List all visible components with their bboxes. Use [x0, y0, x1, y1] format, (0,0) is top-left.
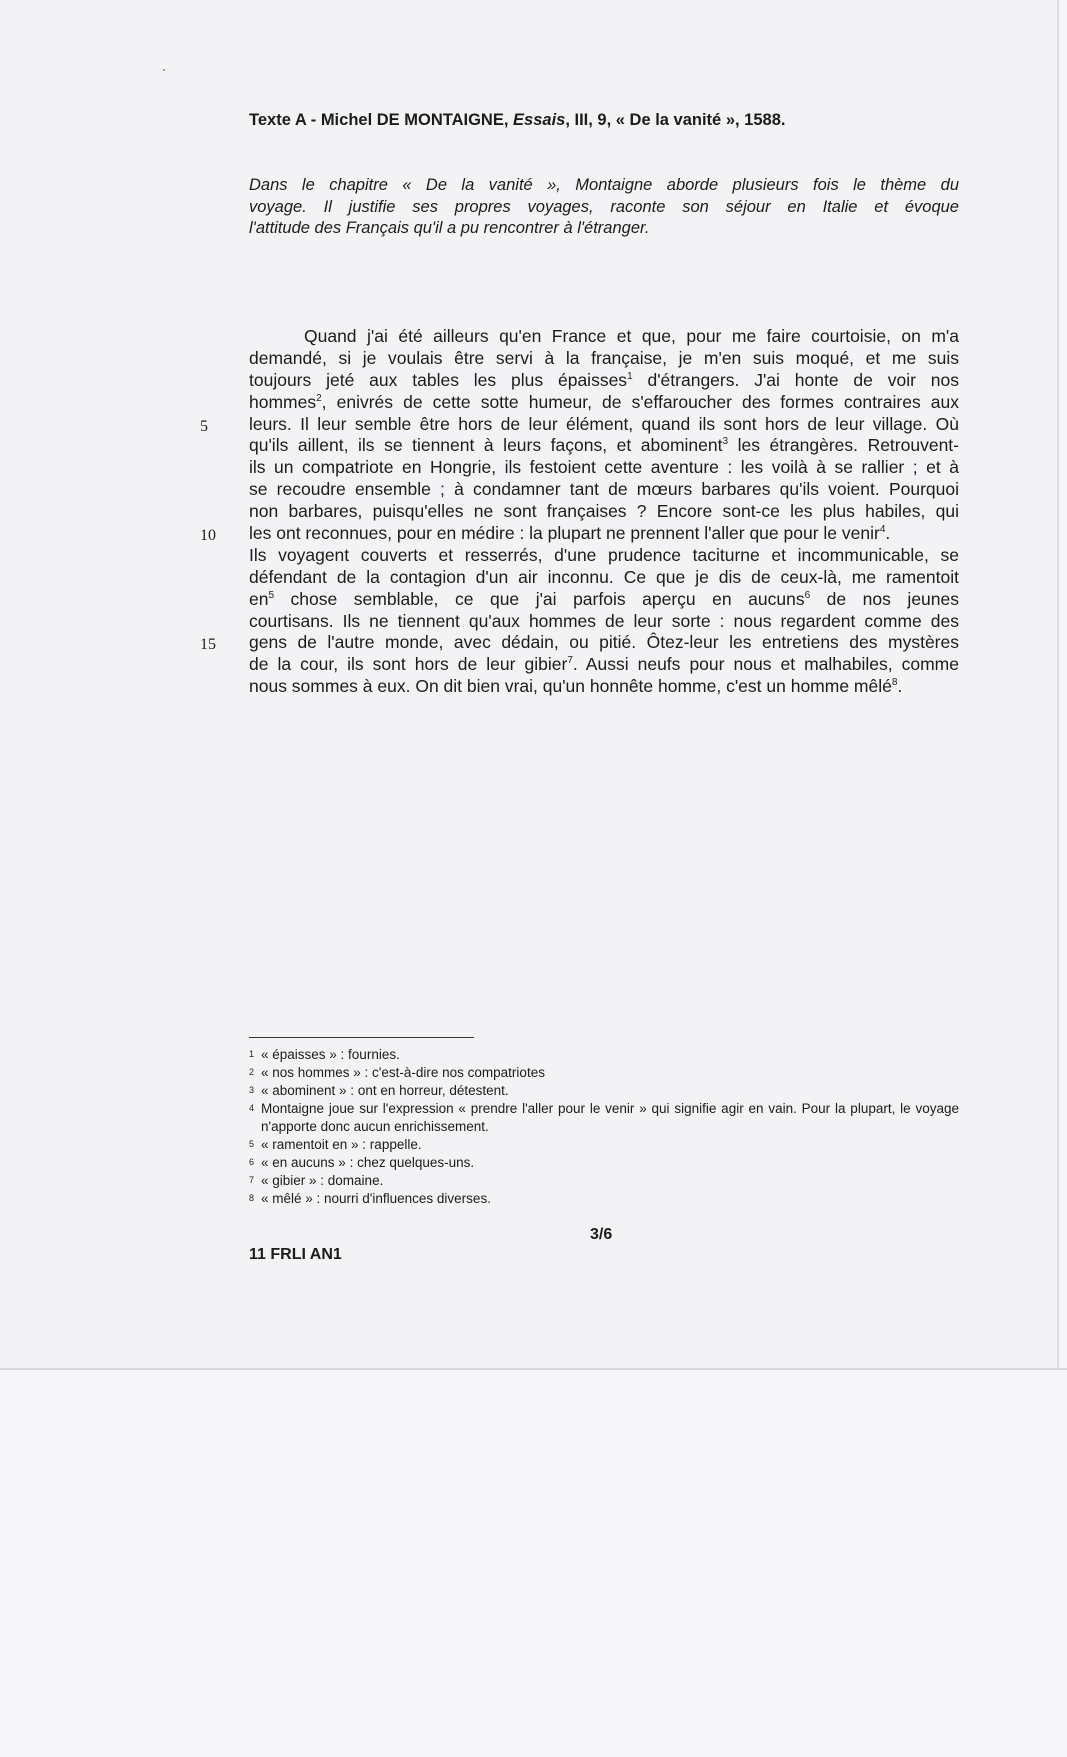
text-line: $en^5$ chose semblable, ce que j'ai parfois aperçu en aucuns$^6$ de nos jeunes — [249, 588, 959, 609]
text-line: toujours jeté aux tables les plus épaisses$^1$ d'étrangers. J'ai honte de voir nos — [249, 369, 959, 390]
note-ref: 2 — [316, 392, 322, 404]
note-ref: 7 — [567, 655, 573, 667]
intro-paragraph — [249, 175, 959, 240]
note-ref: 4 — [879, 524, 886, 536]
line-number: 15 — [200, 636, 216, 653]
text-line: non barbares, puisqu'elles ne sont françaises ? Encore sont-ce les plus habiles, qui — [249, 501, 959, 522]
intro-line: Dans le chapitre « De la vanité », Montaigne aborde plusieurs fois le thème du — [249, 176, 959, 194]
text-title — [249, 111, 785, 130]
footnotes — [249, 1046, 959, 1208]
text-line: qu'ils aillent, ils se tiennent à leurs façons, et abominent$^3$ les étrangères. Retrouvent- — [249, 435, 959, 456]
footnote: 5 « ramentoit en » : rappelle. — [249, 1137, 422, 1152]
text-line: Ils voyagent couverts et resserrés, d'une prudence taciturne et incommunicable, se — [249, 544, 959, 565]
text-line: de la cour, ils sont hors de leur gibier$^7$. Aussi neufs pour nous et malhabiles, comme — [249, 654, 959, 675]
line-number: 5 — [200, 418, 208, 435]
text-line: les ont reconnues, pour en médire : la plupart ne prennent l'aller que pour le venir$^4$. — [249, 523, 891, 544]
text-line: se recoudre ensemble ; à condamner tant de mœurs barbares qu'ils voient. Pourquoi — [249, 479, 959, 500]
footnote-divider — [249, 1037, 474, 1038]
scan-speck — [163, 69, 165, 71]
text-line: défendant de la contagion d'un air inconnu. Ce que je dis de ceux-là, me ramentoit — [249, 566, 959, 587]
exam-code: 11 FRLI AN1 — [249, 1246, 342, 1263]
intro-line: voyage. Il justifie ses propres voyages, raconte son séjour en Italie et évoque — [249, 197, 959, 216]
scan-background — [0, 1370, 1067, 1757]
footnote: 3 « abominent » : ont en horreur, détestent. — [249, 1083, 509, 1098]
text-line: hommes$^2$, enivrés de cette sotte humeur, de s'effaroucher des formes contraires aux — [249, 391, 959, 412]
note-ref: 8 — [891, 677, 898, 689]
line-number: 10 — [200, 527, 216, 544]
intro-line: l'attitude des Français qu'il a pu rencontrer à l'étranger. — [249, 219, 650, 237]
page-number: 3/6 — [590, 1226, 613, 1243]
note-ref: 6 — [804, 589, 811, 601]
text-line: nous sommes à eux. On dit bien vrai, qu'un honnête homme, c'est un homme mêlé$^8$. — [249, 676, 903, 697]
footnote: 2 « nos hommes » : c'est-à-dire nos compatriotes — [249, 1065, 545, 1080]
text-line: courtisans. Ils ne tiennent qu'aux hommes de leur sorte : nous regardent comme des — [249, 610, 959, 631]
main-text — [249, 326, 959, 698]
title-suffix: , III, 9, « De la vanité », 1588. — [565, 111, 786, 129]
footnote: 8 « mêlé » : nourri d'influences diverses. — [249, 1191, 491, 1206]
note-ref: 5 — [268, 589, 275, 601]
footnote: 7 « gibier » : domaine. — [249, 1173, 384, 1188]
footnote: 1 « épaisses » : fournies. — [249, 1047, 400, 1062]
text-line: Quand j'ai été ailleurs qu'en France et que, pour me faire courtoisie, on m'a — [304, 326, 959, 346]
text-line: leurs. Il leur semble être hors de leur élément, quand ils sont hors de leur village. Où — [249, 413, 959, 434]
text-line: demandé, si je voulais être servi à la française, je m'en suis moqué, et me suis — [249, 347, 959, 368]
note-ref: 3 — [722, 436, 729, 448]
title-prefix: Texte A - Michel DE MONTAIGNE, — [249, 111, 514, 129]
footnote: 6 « en aucuns » : chez quelques-uns. — [249, 1155, 475, 1170]
text-line: gens de l'autre monde, avec dédain, ou pitié. Ôtez-leur les entretiens des mystères — [249, 632, 959, 653]
text-line: ils un compatriote en Hongrie, ils festoient cette aventure : les voilà à se rallier ; et à — [249, 457, 959, 478]
footnote: 4 Montaigne joue sur l'expression « prendre l'aller pour le venir » qui signifie agir en vain. Pour la plupart, le voyage n'apporte donc aucun enrichissement. — [249, 1101, 959, 1134]
title-work: Essais — [513, 111, 566, 129]
note-ref: 1 — [627, 370, 633, 382]
